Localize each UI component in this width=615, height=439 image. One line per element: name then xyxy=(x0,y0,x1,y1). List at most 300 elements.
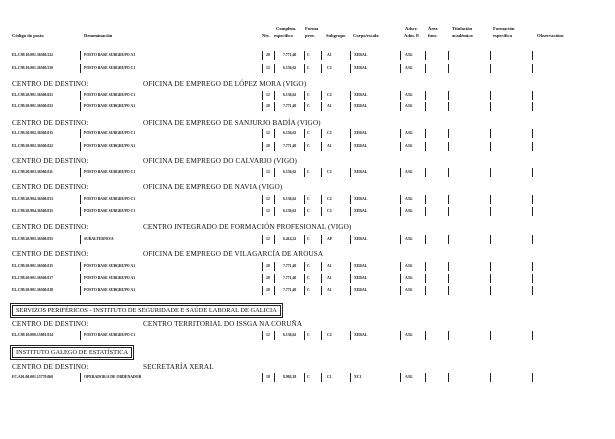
column-divider xyxy=(490,129,491,138)
cell-corpo: XERAL xyxy=(354,53,368,57)
cell-code: EL.C99.20.902.36560.022 xyxy=(12,144,54,148)
column-divider xyxy=(532,195,533,204)
column-divider xyxy=(262,91,263,100)
column-divider xyxy=(400,102,401,111)
cell-subgrupo: C2 xyxy=(327,93,332,97)
table-row xyxy=(0,207,615,216)
column-divider xyxy=(490,235,491,244)
column-divider xyxy=(80,286,81,295)
column-divider xyxy=(80,142,81,151)
table-row xyxy=(0,91,615,100)
column-divider xyxy=(350,274,351,283)
cell-corpo: XERAL xyxy=(354,93,368,97)
column-divider xyxy=(400,142,401,151)
column-divider xyxy=(448,129,449,138)
column-divider xyxy=(400,129,401,138)
column-divider xyxy=(262,168,263,177)
column-divider xyxy=(321,91,322,100)
column-divider xyxy=(400,262,401,271)
header-formacion-bottom: específica xyxy=(493,33,512,38)
column-divider xyxy=(350,195,351,204)
cell-corpo: XERAL xyxy=(354,197,368,201)
cell-denominacion: POSTO BASE SUBGRUPO C1 xyxy=(84,170,136,174)
center-name: OFICINA DE EMPREGO DO CALVARIO (VIGO) xyxy=(143,157,298,165)
cell-subgrupo: A1 xyxy=(327,288,332,292)
column-divider xyxy=(350,262,351,271)
cell-forma: C xyxy=(307,264,310,268)
header-nivel: Niv. xyxy=(262,33,270,38)
column-divider xyxy=(321,168,322,177)
column-divider xyxy=(350,235,351,244)
column-divider xyxy=(448,274,449,283)
column-divider xyxy=(490,262,491,271)
cell-complemento: 6.136,62 xyxy=(283,170,297,174)
column-divider xyxy=(448,373,449,382)
column-divider xyxy=(532,262,533,271)
column-divider xyxy=(532,91,533,100)
header-corpo: Corpo/escala xyxy=(353,33,379,38)
column-divider xyxy=(80,51,81,60)
column-divider xyxy=(448,168,449,177)
header-area-bottom: func. xyxy=(428,33,438,38)
header-adscr-top: Adscr. xyxy=(405,26,418,31)
column-divider xyxy=(350,331,351,340)
cell-subgrupo: C2 xyxy=(327,197,332,201)
header-adscr-bottom: Adm. P. xyxy=(404,33,420,38)
organism-box: INSTITUTO GALEGO DE ESTATÍSTICA xyxy=(12,347,132,358)
cell-code: EL.C99.10.001.36560.522 xyxy=(12,53,54,57)
column-divider xyxy=(262,195,263,204)
cell-subgrupo: C2 xyxy=(327,333,332,337)
column-divider xyxy=(400,51,401,60)
cell-forma: C xyxy=(307,104,310,108)
cell-nivel: 20 xyxy=(266,288,270,292)
cell-subgrupo: A1 xyxy=(327,144,332,148)
column-divider xyxy=(274,262,275,271)
cell-adm: A3G xyxy=(405,333,413,337)
column-divider xyxy=(425,195,426,204)
column-divider xyxy=(262,64,263,73)
cell-code: EL.C99.20.903.36560.011 xyxy=(12,170,53,174)
column-divider xyxy=(425,235,426,244)
cell-denominacion: POSTO BASE SUBGRUPO C1 xyxy=(84,197,136,201)
column-divider xyxy=(274,195,275,204)
header-titulacion-bottom: académica xyxy=(452,33,473,38)
column-divider xyxy=(304,168,305,177)
column-divider xyxy=(490,142,491,151)
column-divider xyxy=(425,274,426,283)
cell-corpo: XERAL xyxy=(354,264,368,268)
column-divider xyxy=(274,168,275,177)
cell-adm: A3G xyxy=(405,131,413,135)
column-divider xyxy=(321,64,322,73)
column-divider xyxy=(448,262,449,271)
column-divider xyxy=(274,102,275,111)
cell-code: EL.C99.20.904.36560.013 xyxy=(12,197,54,201)
cell-denominacion: POSTO BASE SUBGRUPO C1 xyxy=(84,333,136,337)
column-divider xyxy=(262,142,263,151)
column-divider xyxy=(304,195,305,204)
column-divider xyxy=(321,129,322,138)
center-label: CENTRO DE DESTINO: xyxy=(12,223,89,231)
column-divider xyxy=(321,274,322,283)
cell-complemento: 6.136,62 xyxy=(283,131,297,135)
column-divider xyxy=(321,102,322,111)
cell-denominacion: POSTO BASE SUBGRUPO A1 xyxy=(84,53,136,57)
column-divider xyxy=(425,207,426,216)
cell-nivel: 12 xyxy=(266,237,270,241)
cell-corpo: XERAL xyxy=(354,288,368,292)
column-divider xyxy=(448,64,449,73)
cell-adm: A3G xyxy=(405,237,413,241)
column-divider xyxy=(262,207,263,216)
column-divider xyxy=(321,207,322,216)
column-divider xyxy=(350,129,351,138)
cell-adm: A3G xyxy=(405,209,413,213)
column-divider xyxy=(425,51,426,60)
cell-subgrupo: C2 xyxy=(327,170,332,174)
column-divider xyxy=(321,51,322,60)
column-divider xyxy=(274,129,275,138)
column-divider xyxy=(490,102,491,111)
cell-adm: A3G xyxy=(405,197,413,201)
cell-subgrupo: A1 xyxy=(327,276,332,280)
column-divider xyxy=(350,286,351,295)
cell-forma: C xyxy=(307,197,310,201)
column-divider xyxy=(80,207,81,216)
column-divider xyxy=(274,207,275,216)
column-divider xyxy=(490,51,491,60)
cell-nivel: 20 xyxy=(266,276,270,280)
cell-subgrupo: C2 xyxy=(327,209,332,213)
cell-code: EL.C99.20.901.36560.032 xyxy=(12,104,54,108)
column-divider xyxy=(425,262,426,271)
column-divider xyxy=(321,235,322,244)
column-divider xyxy=(274,373,275,382)
header-complem-top: Complem. xyxy=(276,26,297,31)
center-label: CENTRO DE DESTINO: xyxy=(12,320,89,328)
column-divider xyxy=(400,64,401,73)
column-divider xyxy=(274,331,275,340)
cell-forma: C xyxy=(307,375,310,379)
column-divider xyxy=(532,64,533,73)
cell-denominacion: POSTO BASE SUBGRUPO C1 xyxy=(84,209,136,213)
cell-adm: A3G xyxy=(405,170,413,174)
column-divider xyxy=(490,91,491,100)
cell-adm: A3G xyxy=(405,288,413,292)
column-divider xyxy=(350,142,351,151)
column-divider xyxy=(532,129,533,138)
cell-adm: A3G xyxy=(405,104,413,108)
column-divider xyxy=(532,373,533,382)
column-divider xyxy=(274,64,275,73)
cell-complemento: 6.414,22 xyxy=(283,237,297,241)
column-divider xyxy=(490,373,491,382)
column-divider xyxy=(400,91,401,100)
cell-forma: C xyxy=(307,276,310,280)
column-divider xyxy=(80,64,81,73)
column-divider xyxy=(425,64,426,73)
cell-forma: C xyxy=(307,209,310,213)
center-name: OFICINA DE EMPREGO DE VILAGARCÍA DE AROUSA xyxy=(143,250,324,258)
cell-complemento: 6.136,62 xyxy=(283,197,297,201)
column-divider xyxy=(532,168,533,177)
column-divider xyxy=(304,91,305,100)
center-label: CENTRO DE DESTINO: xyxy=(12,250,89,258)
cell-nivel: 12 xyxy=(266,131,270,135)
column-divider xyxy=(448,102,449,111)
table-row xyxy=(0,142,615,151)
column-divider xyxy=(490,207,491,216)
cell-forma: C xyxy=(307,53,310,57)
cell-nivel: 20 xyxy=(266,264,270,268)
column-divider xyxy=(350,373,351,382)
column-divider xyxy=(400,331,401,340)
column-divider xyxy=(350,91,351,100)
column-divider xyxy=(321,286,322,295)
cell-denominacion: OPERADOR/A DE ORDENADOR xyxy=(84,375,142,379)
table-row xyxy=(0,262,615,271)
cell-forma: C xyxy=(307,288,310,292)
column-divider xyxy=(262,331,263,340)
column-divider xyxy=(532,207,533,216)
cell-denominacion: POSTO BASE SUBGRUPO A1 xyxy=(84,288,136,292)
cell-corpo: XERAL xyxy=(354,170,368,174)
table-row xyxy=(0,168,615,177)
cell-corpo: XERAL xyxy=(354,333,368,337)
cell-corpo: XERAL xyxy=(354,237,368,241)
column-divider xyxy=(304,207,305,216)
cell-corpo: XC1 xyxy=(354,375,362,379)
column-divider xyxy=(321,142,322,151)
column-divider xyxy=(304,262,305,271)
column-divider xyxy=(425,286,426,295)
cell-denominacion: POSTO BASE SUBGRUPO C1 xyxy=(84,93,136,97)
column-divider xyxy=(425,142,426,151)
column-divider xyxy=(304,235,305,244)
header-forma-bottom: prov. xyxy=(305,33,315,38)
cell-code: EL.C99.10.001.36560.530 xyxy=(12,66,54,70)
column-divider xyxy=(321,195,322,204)
cell-adm: A3G xyxy=(405,144,413,148)
center-label: CENTRO DE DESTINO: xyxy=(12,363,89,371)
cell-subgrupo: A1 xyxy=(327,264,332,268)
center-name: CENTRO INTEGRADO DE FORMACIÓN PROFESIONAL (VIGO) xyxy=(143,223,352,231)
column-divider xyxy=(400,235,401,244)
column-divider xyxy=(400,207,401,216)
table-row xyxy=(0,102,615,111)
cell-code: EL.C99.20.904.36560.015 xyxy=(12,209,54,213)
cell-forma: C xyxy=(307,66,310,70)
column-divider xyxy=(350,64,351,73)
cell-forma: C xyxy=(307,144,310,148)
column-divider xyxy=(400,168,401,177)
cell-forma: C xyxy=(307,131,310,135)
column-divider xyxy=(425,91,426,100)
column-divider xyxy=(274,286,275,295)
cell-adm: A3G xyxy=(405,53,413,57)
column-divider xyxy=(274,274,275,283)
cell-denominacion: SUBALTERNO/A xyxy=(84,237,114,241)
table-row xyxy=(0,64,615,73)
column-divider xyxy=(490,168,491,177)
column-divider xyxy=(490,286,491,295)
column-divider xyxy=(80,373,81,382)
cell-complemento: 7.771,40 xyxy=(283,53,297,57)
center-name: CENTRO TERRITORIAL DO ISSGA NA CORUÑA xyxy=(143,320,303,328)
column-divider xyxy=(448,331,449,340)
column-divider xyxy=(80,195,81,204)
column-divider xyxy=(80,331,81,340)
column-divider xyxy=(448,286,449,295)
cell-complemento: 6.136,62 xyxy=(283,333,297,337)
column-divider xyxy=(304,274,305,283)
organism-box: SERVIZOS PERIFÉRICOS - INSTITUTO DE SEGURIDADE E SAÚDE LABORAL DE GALICIA xyxy=(12,305,281,316)
column-divider xyxy=(262,129,263,138)
table-row xyxy=(0,129,615,138)
cell-corpo: XERAL xyxy=(354,209,368,213)
cell-code: EL.C99.20.901.36560.021 xyxy=(12,93,54,97)
center-label: CENTRO DE DESTINO: xyxy=(12,119,89,127)
cell-nivel: 20 xyxy=(266,53,270,57)
column-divider xyxy=(304,331,305,340)
cell-code: EL.C99.20.901.36560.017 xyxy=(12,276,54,280)
column-divider xyxy=(400,373,401,382)
column-divider xyxy=(262,51,263,60)
cell-denominacion: POSTO BASE SUBGRUPO C1 xyxy=(84,131,136,135)
table-row xyxy=(0,331,615,340)
cell-complemento: 7.771,40 xyxy=(283,288,297,292)
header-denominacion: Denominación xyxy=(84,33,113,38)
cell-subgrupo: A1 xyxy=(327,53,332,57)
cell-denominacion: POSTO BASE SUBGRUPO A1 xyxy=(84,104,136,108)
cell-adm: A3G xyxy=(405,66,413,70)
cell-subgrupo: C2 xyxy=(327,66,332,70)
column-divider xyxy=(448,51,449,60)
cell-nivel: 12 xyxy=(266,333,270,337)
table-row xyxy=(0,286,615,295)
center-label: CENTRO DE DESTINO: xyxy=(12,80,89,88)
cell-adm: A3G xyxy=(405,375,413,379)
table-row xyxy=(0,195,615,204)
table-row xyxy=(0,373,615,382)
column-divider xyxy=(304,373,305,382)
center-name: OFICINA DE EMPREGO DE SANJURJO BADÍA (VIGO) xyxy=(143,119,321,127)
header-complem-bottom: específico xyxy=(274,33,293,38)
column-divider xyxy=(425,102,426,111)
table-row xyxy=(0,235,615,244)
column-divider xyxy=(80,262,81,271)
column-divider xyxy=(350,207,351,216)
column-divider xyxy=(425,129,426,138)
column-divider xyxy=(448,142,449,151)
cell-nivel: 20 xyxy=(266,144,270,148)
header-observacions: Observacións xyxy=(537,33,564,38)
column-divider xyxy=(80,102,81,111)
column-divider xyxy=(532,235,533,244)
cell-complemento: 6.136,62 xyxy=(283,66,297,70)
column-divider xyxy=(321,331,322,340)
cell-nivel: 12 xyxy=(266,66,270,70)
cell-code: EL.C99.20.902.36560.015 xyxy=(12,131,54,135)
cell-forma: C xyxy=(307,93,310,97)
column-divider xyxy=(425,373,426,382)
column-divider xyxy=(532,51,533,60)
cell-nivel: 18 xyxy=(266,375,270,379)
header-codigo: Código do posto xyxy=(12,33,44,38)
cell-nivel: 20 xyxy=(266,104,270,108)
column-divider xyxy=(274,235,275,244)
column-divider xyxy=(262,102,263,111)
cell-corpo: XERAL xyxy=(354,144,368,148)
column-divider xyxy=(490,331,491,340)
column-divider xyxy=(80,168,81,177)
center-name: SECRETARÍA XERAL xyxy=(143,363,214,371)
column-divider xyxy=(350,51,351,60)
column-divider xyxy=(304,51,305,60)
column-divider xyxy=(80,91,81,100)
column-divider xyxy=(80,274,81,283)
column-divider xyxy=(350,102,351,111)
column-divider xyxy=(400,274,401,283)
header-formacion-top: Formación xyxy=(493,26,515,31)
column-divider xyxy=(532,331,533,340)
center-name: OFICINA DE EMPREGO DE LÓPEZ MORA (VIGO) xyxy=(143,80,307,88)
column-divider xyxy=(274,91,275,100)
cell-code: EL.C99.10.000.15001.034 xyxy=(12,333,54,337)
cell-corpo: XERAL xyxy=(354,131,368,135)
column-divider xyxy=(262,274,263,283)
cell-complemento: 8.902,18 xyxy=(283,375,297,379)
cell-forma: C xyxy=(307,237,310,241)
header-subgrupo: Subgrupo xyxy=(326,33,346,38)
column-divider xyxy=(448,235,449,244)
cell-nivel: 12 xyxy=(266,170,270,174)
column-divider xyxy=(262,373,263,382)
cell-denominacion: POSTO BASE SUBGRUPO C1 xyxy=(84,66,136,70)
cell-nivel: 12 xyxy=(266,93,270,97)
column-divider xyxy=(400,195,401,204)
cell-denominacion: POSTO BASE SUBGRUPO A1 xyxy=(84,276,136,280)
column-divider xyxy=(262,262,263,271)
center-name: OFICINA DE EMPREGO DE NAVIA (VIGO) xyxy=(143,183,283,191)
cell-subgrupo: A1 xyxy=(327,104,332,108)
column-divider xyxy=(532,286,533,295)
cell-code: EL.C99.20.905.36560.035 xyxy=(12,237,54,241)
column-divider xyxy=(532,142,533,151)
column-divider xyxy=(304,142,305,151)
cell-complemento: 7.771,40 xyxy=(283,104,297,108)
cell-complemento: 7.771,40 xyxy=(283,264,297,268)
column-divider xyxy=(262,286,263,295)
column-divider xyxy=(400,286,401,295)
column-divider xyxy=(304,129,305,138)
column-divider xyxy=(532,274,533,283)
column-divider xyxy=(304,102,305,111)
column-divider xyxy=(304,64,305,73)
column-divider xyxy=(490,195,491,204)
cell-denominacion: POSTO BASE SUBGRUPO A1 xyxy=(84,264,136,268)
cell-adm: A3G xyxy=(405,264,413,268)
header-area-top: Área xyxy=(428,26,438,31)
cell-adm: A3G xyxy=(405,276,413,280)
column-divider xyxy=(490,274,491,283)
column-divider xyxy=(490,64,491,73)
column-divider xyxy=(304,286,305,295)
column-divider xyxy=(350,168,351,177)
cell-forma: C xyxy=(307,170,310,174)
column-divider xyxy=(80,235,81,244)
